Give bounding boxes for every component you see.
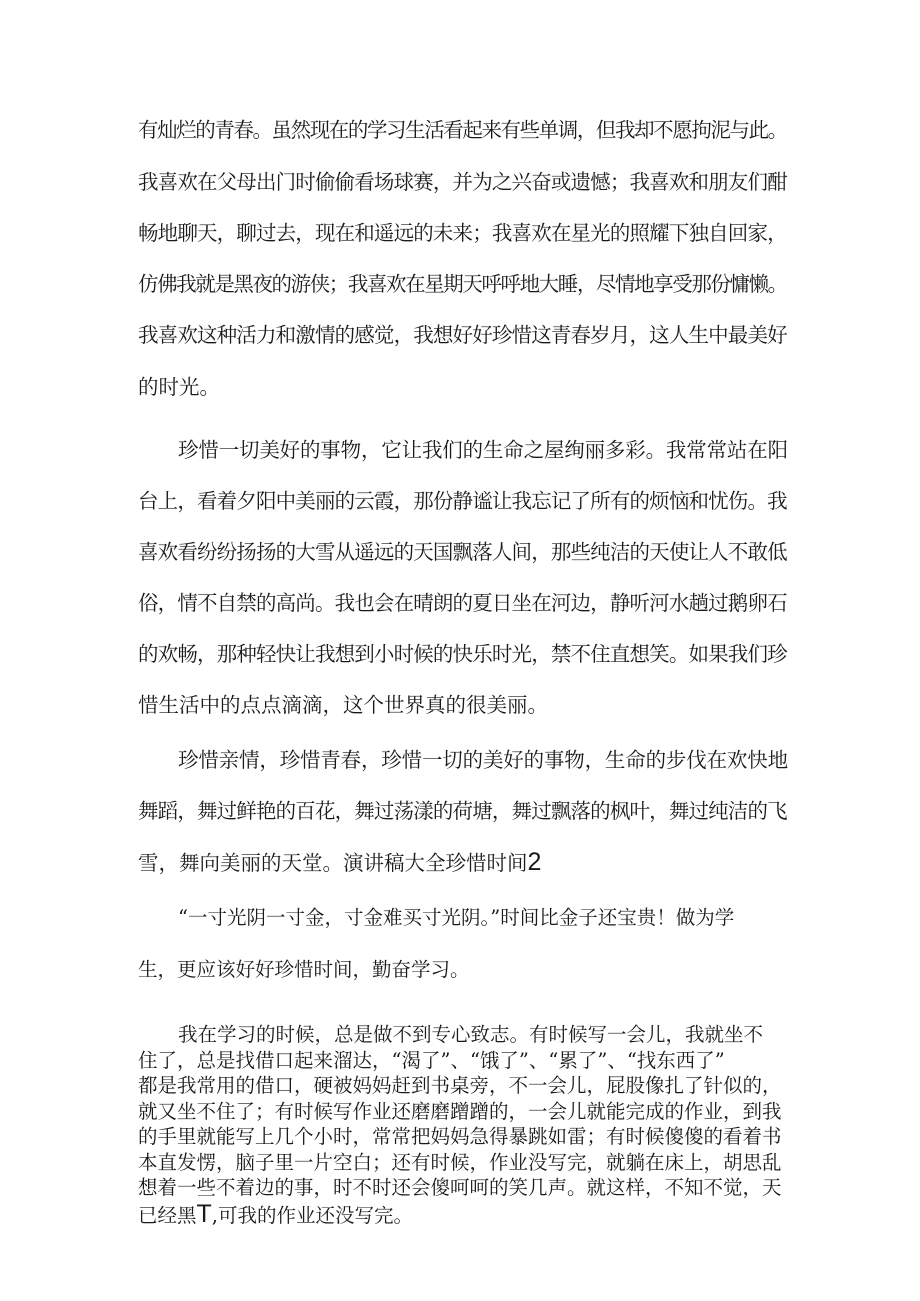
text-line: 都是我常用的借口，硬被妈妈赶到书桌旁，不一会儿，屁股像扎了针似的， — [138, 1074, 782, 1097]
text-line: 本直发愣，脑子里一片空白；还有时候，作业没写完，就躺在床上，胡思乱 — [138, 1151, 782, 1174]
text-line: 生，更应该好好珍惜时间，勤奋学习。 — [138, 958, 470, 981]
text-line: 喜欢看纷纷扬扬的大雪从遥远的天国飘落人间，那些纯洁的天使让人不敢低 — [138, 540, 787, 564]
text-line — [138, 1202, 558, 1228]
text-line: 我喜欢这种活力和激情的感觉，我想好好珍惜这青春岁月，这人生中最美好 — [138, 323, 787, 347]
large-letter: T — [196, 1200, 212, 1228]
text-line: 有灿烂的青春。虽然现在的学习生活看起来有些单调，但我却不愿拘泥与此。 — [138, 118, 787, 142]
text-line: 珍惜亲情，珍惜青春，珍惜一切的美好的事物，生命的步伐在欢快地 — [178, 748, 788, 772]
text-line: 想着一些不着边的事，时不时还会傻呵呵的笑几声。就这样，不知不觉，天 — [138, 1176, 782, 1199]
text-line — [138, 850, 558, 875]
text-run: ,可我的作业还没写完。 — [211, 1204, 413, 1227]
text-line: 就又坐不住了；有时候写作业还磨磨蹭蹭的，一会儿就能完成的作业，到我 — [138, 1100, 782, 1123]
text-line: 的手里就能写上几个小时，常常把妈妈急得暴跳如雷；有时候傻傻的看着书 — [138, 1125, 782, 1148]
text-line: 我喜欢在父母出门时偷偷看场球赛，并为之兴奋或遗憾；我喜欢和朋友们酣 — [138, 170, 787, 194]
text-line: 惜生活中的点点滴滴，这个世界真的很美丽。 — [138, 693, 548, 717]
text-run: 雪，舞向美丽的天堂。演讲稿大全珍惜时间 — [138, 851, 528, 875]
text-line: 俗，情不自禁的高尚。我也会在晴朗的夏日坐在河边，静听河水趟过鹅卵石 — [138, 591, 787, 615]
text-line: 的时光。 — [138, 375, 220, 399]
text-line: 畅地聊天，聊过去，现在和遥远的未来；我喜欢在星光的照耀下独自回家， — [138, 221, 787, 245]
text-line: 我在学习的时候，总是做不到专心致志。有时候写一会儿，我就坐不 — [178, 1023, 764, 1046]
text-line: “一寸光阴一寸金，寸金难买寸光阴。”时间比金子还宝贵！做为学 — [178, 906, 735, 929]
text-line: 仿佛我就是黑夜的游侠；我喜欢在星期天呼呼地大睡，尽情地享受那份慵懒。 — [138, 272, 787, 296]
text-line: 住了，总是找借口起来溜达，“渴了”、“饿了”、“累了”、“找东西了” — [138, 1049, 725, 1072]
heading-number: 2 — [527, 848, 542, 876]
text-line: 的欢畅，那种轻快让我想到小时候的快乐时光，禁不住直想笑。如果我们珍 — [138, 642, 787, 666]
text-run: 已经黑 — [138, 1204, 197, 1227]
text-line: 珍惜一切美好的事物，它让我们的生命之屋绚丽多彩。我常常站在阳 — [178, 438, 788, 462]
text-line: 舞蹈，舞过鲜艳的百花，舞过荡漾的荷塘，舞过飘落的枫叶，舞过纯洁的飞 — [138, 799, 787, 823]
text-line: 台上，看着夕阳中美丽的云霞，那份静谧让我忘记了所有的烦恼和忧伤。我 — [138, 489, 787, 513]
